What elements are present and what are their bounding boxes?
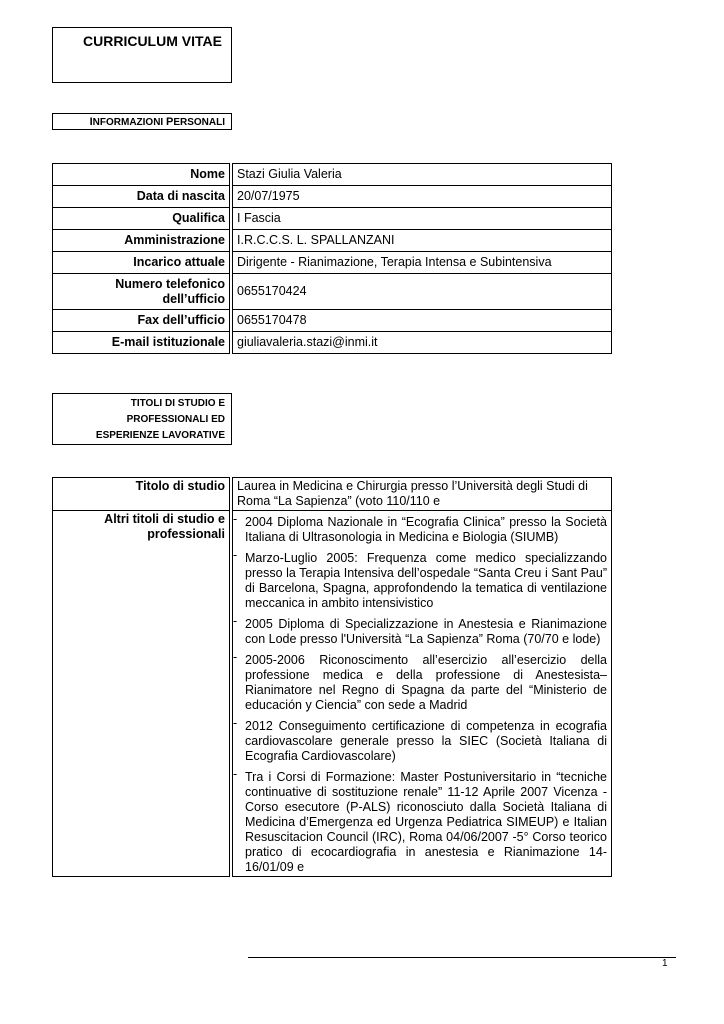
personal-info-value: 0655170424 [233, 274, 612, 310]
personal-info-value: I Fascia [233, 208, 612, 230]
personal-info-row [53, 164, 612, 186]
section-education-line1: TITOLI DI STUDIO E [130, 398, 225, 409]
personal-info-label: Nome [53, 164, 230, 186]
education-list-item [233, 548, 607, 611]
education-other-label: Altri titoli di studio e professionali [53, 511, 230, 877]
education-items-list [233, 512, 607, 875]
education-list-item [233, 650, 607, 713]
personal-info-row [53, 252, 612, 274]
cv-title-box [52, 27, 232, 83]
bullet-dash: - [233, 512, 238, 526]
education-other-value [233, 511, 612, 877]
personal-info-label: Incarico attuale [53, 252, 230, 274]
bullet-dash: - [233, 767, 238, 781]
bullet-dash: - [233, 650, 238, 664]
education-row-title [53, 478, 612, 511]
education-item-text: 2004 Diploma Nazionale in “Ecografia Clinica” presso la Società Italiana di Ultrasonologia in Medicina e Biologia (SIUMB) [245, 515, 607, 544]
cv-title: CURRICULUM VITAE [83, 33, 222, 49]
education-table [52, 477, 612, 877]
personal-info-label: Amministrazione [53, 230, 230, 252]
section-personal-word2: ERSONALI [173, 117, 225, 128]
personal-info-label: Qualifica [53, 208, 230, 230]
education-item-text: Tra i Corsi di Formazione: Master Postuniversitario in “tecniche continuative di sostituzione renale” 11-12 Aprile 2007 Vicenza -Corso esecutore (P-ALS) riconosciuto dalla Società Italiana di Medicina d’Emergenza ed Urgenza Pediatrica SIMEUP) e Italian Resuscitacion Council (IRC), Roma 04/06/2007 -5° Corso teorico pratico di ecocardiografia in anestesia e Rianimazione 14-16/01/09 e [245, 770, 607, 874]
personal-info-row [53, 208, 612, 230]
personal-info-row [53, 310, 612, 332]
page-number: 1 [662, 958, 668, 969]
section-education-line2: PROFESSIONALI ED [126, 414, 225, 425]
section-personal-info-label [52, 113, 232, 130]
education-title-value: Laurea in Medicina e Chirurgia presso l’Università degli Studi di Roma “La Sapienza” (voto 110/110 e [233, 478, 612, 511]
section-personal-word1: NFORMAZIONI [92, 117, 164, 128]
personal-info-label: E-mail istituzionale [53, 332, 230, 354]
footer-divider [248, 957, 676, 958]
personal-info-row [53, 230, 612, 252]
personal-info-value: I.R.C.C.S. L. SPALLANZANI [233, 230, 612, 252]
education-list-item [233, 767, 607, 875]
education-item-text: 2005-2006 Riconoscimento all’esercizio all’esercizio della professione medica e della professione di Anestesista–Rianimatore nel Regno di Spagna da parte del “Ministerio de educación y Ciencia” con sede a Madrid [245, 653, 607, 712]
personal-info-label: Numero telefonico dell’ufficio [53, 274, 230, 310]
personal-info-row [53, 186, 612, 208]
education-item-text: 2005 Diploma di Specializzazione in Anestesia e Rianimazione con Lode presso l'Università “La Sapienza” Roma (70/70 e lode) [245, 617, 607, 646]
section-education-line3: ESPERIENZE LAVORATIVE [95, 430, 225, 441]
education-item-text: Marzo-Luglio 2005: Frequenza come medico specializzando presso la Terapia Intensiva dell’ospedale “Santa Creu i Sant Pau” di Barcelona, Spagna, approfondendo la tematica di ventilazione meccanica in ambito intensivistico [245, 551, 607, 610]
personal-info-value: 20/07/1975 [233, 186, 612, 208]
personal-info-label: Data di nascita [53, 186, 230, 208]
personal-info-table [52, 163, 612, 354]
personal-info-label: Fax dell’ufficio [53, 310, 230, 332]
section-education-label [52, 393, 232, 445]
education-list-item [233, 614, 607, 647]
personal-info-value: Dirigente - Rianimazione, Terapia Intensa e Subintensiva [233, 252, 612, 274]
section-personal-first-letter: I [89, 116, 93, 128]
education-list-item [233, 716, 607, 764]
personal-info-value: 0655170478 [233, 310, 612, 332]
bullet-dash: - [233, 716, 238, 730]
personal-info-value: giuliavaleria.stazi@inmi.it [233, 332, 612, 354]
bullet-dash: - [233, 614, 238, 628]
personal-info-row [53, 274, 612, 310]
personal-info-row [53, 332, 612, 354]
education-list-item [233, 512, 607, 545]
section-personal-first-letter2: P [165, 116, 174, 128]
education-row-other [53, 511, 612, 877]
education-item-text: 2012 Conseguimento certificazione di competenza in ecografia cardiovascolare generale presso la SIEC (Società Italiana di Ecografia Cardiovascolare) [245, 719, 607, 763]
personal-info-value: Stazi Giulia Valeria [233, 164, 612, 186]
education-title-label: Titolo di studio [53, 478, 230, 511]
bullet-dash: - [233, 548, 238, 562]
